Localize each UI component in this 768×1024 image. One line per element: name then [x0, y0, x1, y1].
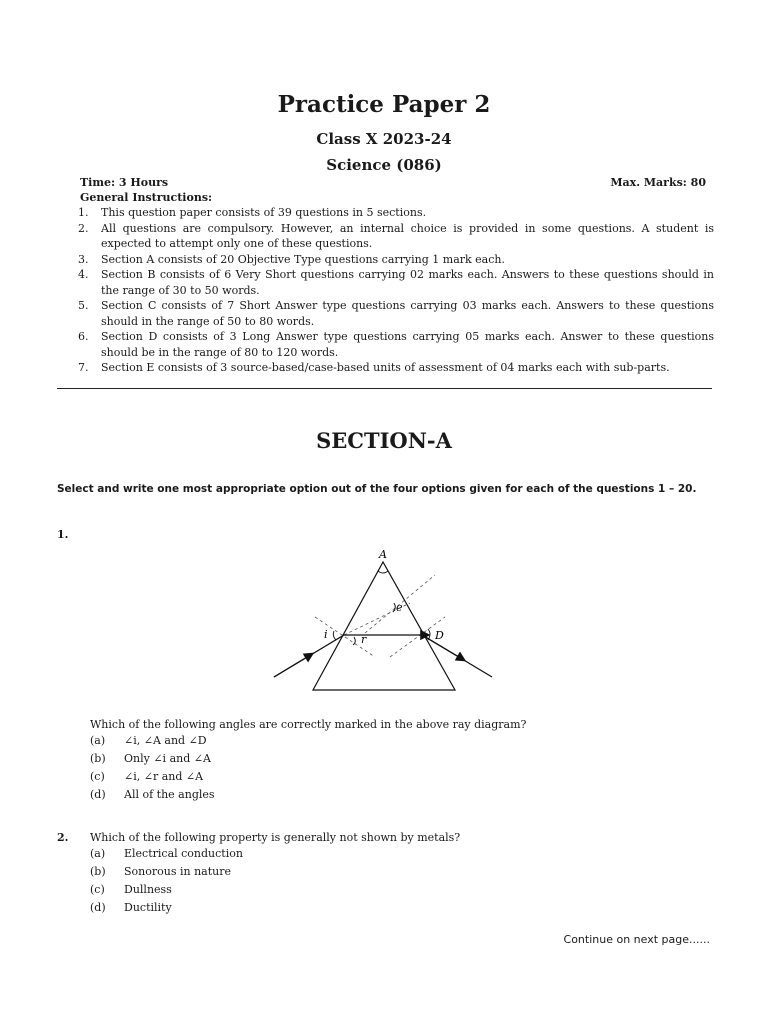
- refraction-label: r: [361, 633, 367, 646]
- prism-triangle: [313, 562, 455, 690]
- subject-code: Science (086): [326, 156, 442, 174]
- option-text: Dullness: [124, 883, 172, 896]
- option-text: All of the angles: [124, 788, 215, 801]
- instruction-item: [78, 205, 714, 221]
- time-allowed: Time: 3 Hours: [80, 176, 169, 189]
- option-item: [90, 788, 215, 806]
- option-text: Electrical conduction: [124, 847, 243, 860]
- option-item: [90, 734, 215, 752]
- header-divider: [57, 388, 712, 389]
- option-item: [90, 752, 215, 770]
- option-text: ∠i, ∠A and ∠D: [124, 734, 207, 747]
- incidence-angle-arc: [333, 631, 336, 640]
- instruction-item: [78, 252, 714, 268]
- option-text: ∠i, ∠r and ∠A: [124, 770, 204, 783]
- option-label: (b): [90, 865, 106, 878]
- section-title: SECTION-A: [316, 428, 452, 453]
- instruction-text: Section E consists of 3 source-based/case-based units of assessment of 04 marks each with sub-parts.: [101, 361, 670, 374]
- instruction-number: 5.: [78, 299, 89, 312]
- class-year: Class X 2023-24: [316, 130, 452, 148]
- option-label: (c): [90, 770, 105, 783]
- instruction-number: 7.: [78, 361, 89, 374]
- instruction-text: Section C consists of 7 Short Answer type questions carrying 03 marks each. Answers to these questions should in the range of 50 to 80 words.: [101, 299, 714, 328]
- option-item: [90, 901, 243, 919]
- question-text: Which of the following angles are correctly marked in the above ray diagram?: [90, 718, 527, 731]
- instruction-number: 3.: [78, 252, 89, 266]
- instruction-number: 1.: [78, 206, 89, 219]
- option-label: (d): [90, 788, 106, 801]
- apex-label: A: [379, 548, 387, 561]
- option-text: Ductility: [124, 901, 172, 914]
- instruction-item: [78, 360, 714, 376]
- paper-title: Practice Paper 2: [277, 91, 491, 118]
- option-label: (c): [90, 883, 105, 896]
- section-directive: Select and write one most appropriate option out of the four options given for each of the questions 1 – 20.: [57, 483, 697, 495]
- option-item: [90, 865, 243, 883]
- option-item: [90, 883, 243, 901]
- apex-angle-arc: [378, 571, 388, 573]
- incidence-label: i: [324, 628, 328, 641]
- instruction-text: Section D consists of 3 Long Answer type questions carrying 05 marks each. Answer to these questions should be in the range of 80 to 120 words.: [101, 330, 714, 359]
- instruction-item: [78, 298, 714, 329]
- instruction-number: 4.: [78, 268, 89, 281]
- instruction-text: Section A consists of 20 Objective Type questions carrying 1 mark each.: [101, 252, 505, 266]
- option-item: [90, 770, 215, 788]
- instruction-text: All questions are compulsory. However, an internal choice is provided in some questions. A student is expected to attempt only one of these questions.: [101, 221, 714, 250]
- option-text: Only ∠i and ∠A: [124, 752, 211, 765]
- max-marks: Max. Marks: 80: [610, 176, 706, 189]
- option-text: Sonorous in nature: [124, 865, 231, 878]
- instruction-number: 2.: [78, 221, 89, 235]
- incident-ray-arrow: [274, 654, 312, 677]
- instruction-item: [78, 221, 714, 252]
- question-number: 2.: [57, 831, 69, 844]
- instruction-text: This question paper consists of 39 questions in 5 sections.: [101, 206, 427, 219]
- options-list: [90, 734, 215, 806]
- instruction-item: [78, 267, 714, 298]
- options-list: [90, 847, 243, 919]
- deviation-label: D: [435, 629, 444, 642]
- option-label: (a): [90, 734, 106, 747]
- option-label: (b): [90, 752, 106, 765]
- instruction-number: 6.: [78, 330, 89, 343]
- continue-note: Continue on next page......: [563, 933, 710, 946]
- question-text: Which of the following property is generally not shown by metals?: [90, 831, 461, 844]
- option-label: (d): [90, 901, 106, 914]
- instructions-heading: General Instructions:: [80, 191, 213, 204]
- option-label: (a): [90, 847, 106, 860]
- instructions-list: [78, 205, 714, 376]
- question-number: 1.: [57, 528, 69, 541]
- instruction-item: [78, 329, 714, 360]
- instruction-text: Section B consists of 6 Very Short questions carrying 02 marks each. Answers to these questions should in the range of 30 to 50 words.: [101, 268, 714, 297]
- option-item: [90, 847, 243, 865]
- prism-ray-diagram: [270, 545, 500, 695]
- emergence-label: e: [396, 601, 403, 614]
